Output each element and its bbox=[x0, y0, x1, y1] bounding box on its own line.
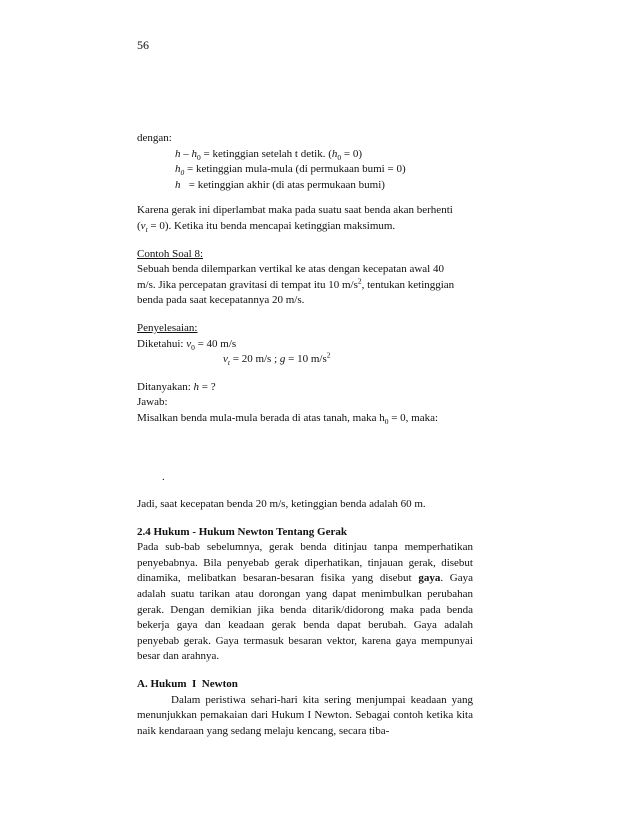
solution-asked: Ditanyakan: h = ? bbox=[137, 380, 216, 393]
example-line: benda pada saat kecepatannya 20 m/s. bbox=[137, 294, 305, 307]
definition-row: h – $h_0$ = ketinggian setelah t detik. $(h_0 = 0)$ bbox=[175, 147, 363, 162]
page-number: 56 bbox=[137, 38, 149, 52]
example-line: Sebuah benda dilemparkan vertikal ke atas dengan kecepatan awal 40 bbox=[137, 263, 444, 276]
solution-answer-label: Jawab: bbox=[137, 396, 168, 409]
section-paragraph: Pada sub-bab sebelumnya, gerak benda ditinjau tanpa memperhatikan penyebabnya. Bila penyebab gerak diperhatikan, tinjauan gerak, disebut dinamika, melibatkan besaran-besaran fisika yang disebut gaya. Gaya adalah suatu tarikan atau dorongan yang dapat menimbulkan perubahan gerak. Dengan demikian jika benda ditarik/didorong maka pada benda bekerja gaya dan keadaan gerak benda dapat berubah. Gaya adalah penyebab gerak. Gaya termasuk besaran vektor, karena gaya mempunyai besar dan arahnya. bbox=[137, 541, 473, 663]
example-line: m/s. Jika percepatan gravitasi di tempat itu 10 $m/s^2$, tentukan ketinggian bbox=[137, 276, 455, 291]
definition-row: h = ketinggian akhir (di atas permukaan bumi) bbox=[175, 178, 385, 191]
solution-title: Penyelesaian: bbox=[137, 321, 198, 334]
solution-answer-line: Misalkan benda mula-mula berada di atas tanah, maka $h_0 = 0$, maka: bbox=[137, 411, 439, 427]
explanation-line: $(v_t = 0)$. Ketika itu benda mencapai ketinggian maksimum. bbox=[137, 219, 396, 235]
solution-known: Diketahui: $v_0 = 40$ m/s bbox=[137, 337, 237, 352]
definitions-intro: dengan: bbox=[137, 132, 172, 144]
definition-row: $h_0$ = ketinggian mula-mula (di permukaan bumi = 0) bbox=[175, 163, 406, 178]
subsection-paragraph: Dalam peristiwa sehari-hari kita sering menjumpai keadaan yang menunjukkan pemakaian dari Hukum I Newton. Sebagai contoh ketika kita naik kendaraan yang sedang melaju kencang, secara tiba- bbox=[137, 693, 473, 737]
subsection-heading: A. Hukum I Newton bbox=[137, 678, 238, 691]
example-title: Contoh Soal 8: bbox=[137, 247, 204, 260]
solution-known: $v_t = 20$ m/s ; g = 10 $m/s^2$ bbox=[223, 350, 331, 368]
page-content bbox=[137, 131, 473, 739]
explanation-line: Karena gerak ini diperlambat maka pada suatu saat benda akan berhenti bbox=[137, 204, 453, 217]
section-heading: 2.4 Hukum - Hukum Newton Tentang Gerak bbox=[137, 525, 347, 538]
solution-conclusion: Jadi, saat kecepatan benda 20 m/s, ketinggian benda adalah 60 m. bbox=[137, 498, 426, 511]
equation-placeholder-dot: . bbox=[162, 470, 165, 483]
